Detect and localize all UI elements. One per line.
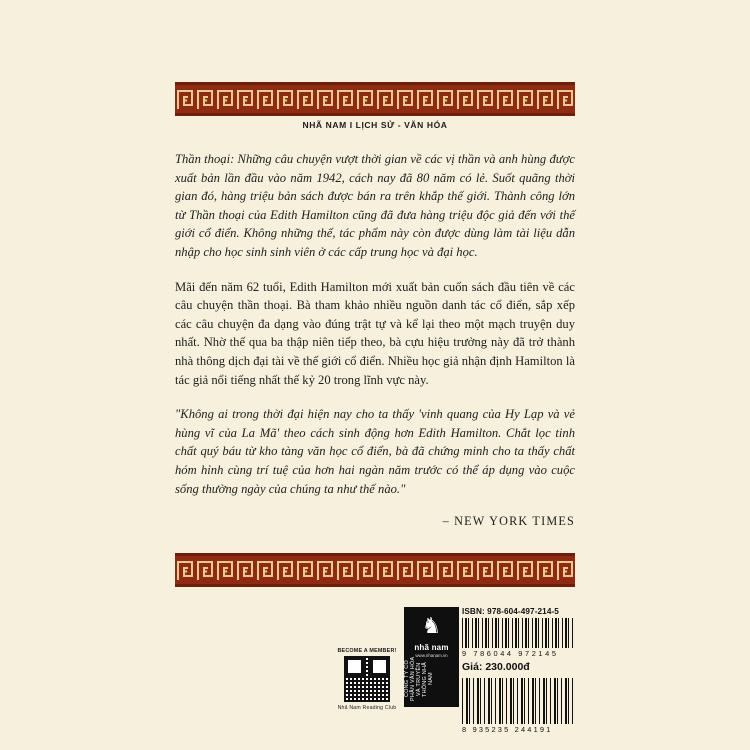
decorative-band-top bbox=[175, 82, 575, 116]
paragraph-2: Mãi đến năm 62 tuổi, Edith Hamilton mới xuất bản cuốn sách đầu tiên về các câu chuyện thần thoại. Bà tham khảo nhiều nguồn danh tác cổ điển, sắp xếp các câu chuyện đa dạng vào đúng trật tự và kể lại theo một mạch truyện duy nhất. Nhờ thế qua ba thập niên tiếp theo, bà cựu hiệu trưởng này đã trở thành nhà thông dịch đại tài về thế giới cổ điển. Nhiều học giả nhận định Hamilton là tác giả nổi tiếng nhất thế kỷ 20 trong lĩnh vực này. bbox=[175, 279, 575, 387]
imprint-line: NHÃ NAM I LỊCH SỬ - VĂN HÓA bbox=[302, 120, 448, 130]
back-cover-copy bbox=[175, 150, 575, 529]
greek-key-pattern-icon bbox=[175, 556, 575, 584]
internal-barcode-digits: 8 935235 244191 bbox=[462, 725, 553, 734]
publisher-legal-name: CÔNG TY CỔ PHẦN VĂN HÓA VÀ TRUYỀN THÔNG NHÃ NAM bbox=[404, 656, 434, 702]
membership-title: BECOME A MEMBER! bbox=[337, 648, 397, 654]
isbn-text: ISBN: 978-604-497-214-5 bbox=[462, 607, 559, 616]
greek-key-pattern-icon bbox=[175, 85, 575, 113]
decorative-band-bottom bbox=[175, 553, 575, 587]
membership-caption: Nhã Nam Reading Club bbox=[337, 705, 397, 711]
qr-code-icon[interactable] bbox=[344, 656, 390, 702]
membership-qr-block bbox=[330, 648, 404, 711]
isbn-barcode bbox=[462, 618, 574, 648]
horse-icon: ♞ bbox=[421, 613, 442, 638]
publisher-logo bbox=[404, 607, 459, 707]
quote-attribution: – NEW YORK TIMES bbox=[442, 514, 575, 529]
internal-barcode bbox=[462, 678, 574, 724]
publisher-name: nhã nam bbox=[414, 643, 449, 652]
paragraph-1: Thần thoại: Những câu chuyện vượt thời gian về các vị thần và anh hùng được xuất bản lần đầu vào năm 1942, cách nay đã 80 năm có lẻ. Suốt quãng thời gian đó, hàng triệu bản sách được bán ra trên khắp thế giới. Thành công lớn từ Thần thoại của Edith Hamilton cũng đã đưa hàng triệu độc giả đến với thế giới cổ điển. Không những thế, tác phẩm này còn được dùng làm tài liệu dẫn nhập cho học sinh sinh viên ở các cấp trung học và đại học. bbox=[175, 152, 575, 259]
isbn-barcode-block bbox=[462, 607, 574, 734]
pull-quote: "Không ai trong thời đại hiện nay cho ta thấy 'vinh quang của Hy Lạp và vẻ hùng vĩ của La Mã' theo cách sinh động hơn Edith Hamilton. Chắt lọc tinh chất quý báu từ kho tàng văn học cổ điển, bà đã chứng minh cho ta thấy chất hóm hỉnh cùng trí tuệ của hơn hai ngàn năm trước có thể áp dụng vào cuộc sống thường ngày của chúng ta như thế nào." bbox=[175, 407, 575, 496]
price-label: Giá: 230.000đ bbox=[462, 661, 530, 673]
isbn-barcode-digits: 9 786044 972145 bbox=[462, 649, 559, 658]
publisher-url: www.nhanam.vn bbox=[415, 653, 448, 658]
